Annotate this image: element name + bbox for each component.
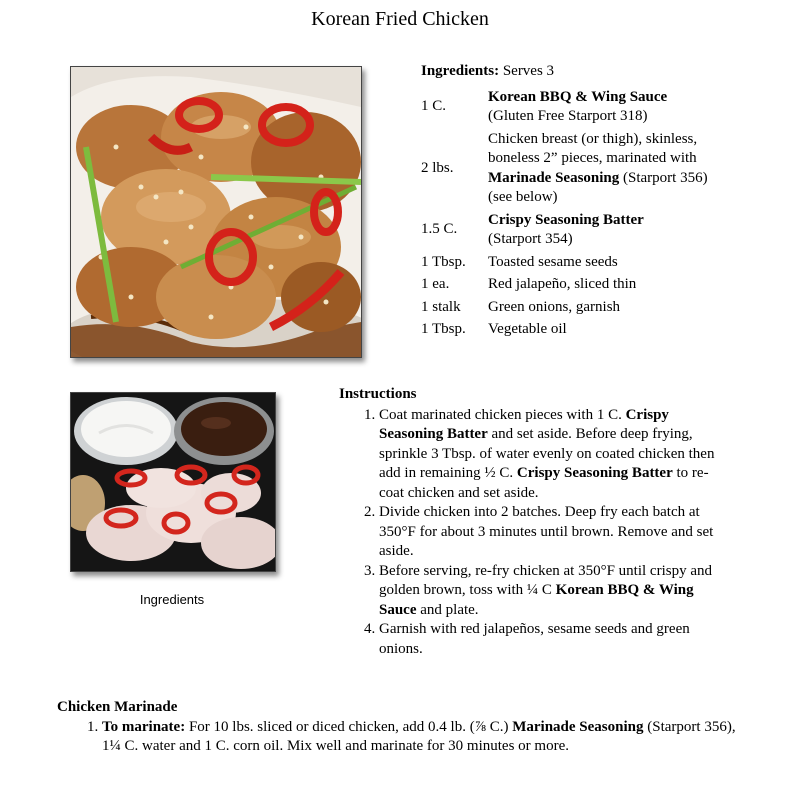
- ingredient-qty: 2 lbs.: [421, 159, 454, 176]
- ingredient-qty: 1 Tbsp.: [421, 253, 466, 270]
- fried-chicken-photo: [70, 66, 362, 358]
- ingredient-desc: Korean BBQ & Wing Sauce (Gluten Free Starport 318): [488, 88, 668, 124]
- instruction-step: 3. Before serving, re-fry chicken at 350°F until crispy and golden brown, toss with ¼ C Korean BBQ & Wing Sauce and plate.: [379, 562, 719, 621]
- ingredient-desc: Chicken breast (or thigh), skinless, boneless 2” pieces, marinated with Marinade Seasoning (Starport 356) (see below): [488, 130, 708, 205]
- ingredient-qty: 1 Tbsp.: [421, 321, 466, 337]
- ingredient-row: [421, 253, 718, 276]
- instruction-step: 2. Divide chicken into 2 batches. Deep fry each batch at 350°F for about 3 minutes until brown. Remove and set aside.: [379, 503, 719, 562]
- ingredients-photo: [70, 392, 276, 572]
- ingredient-qty: 1 stalk: [421, 298, 461, 315]
- ingredients-section: [421, 62, 791, 343]
- ingredients-table: [421, 88, 718, 343]
- ingredient-row: [421, 275, 718, 298]
- marinade-step: 1. To marinate: For 10 lbs. sliced or diced chicken, add 0.4 lb. (⅞ C.) Marinade Seasoning (Starport 356), 1¼ C. water and 1 C. corn oil. Mix well and marinate for 30 minutes or more.: [102, 718, 747, 757]
- instructions-section: [339, 385, 719, 659]
- ingredient-desc: Vegetable oil: [488, 321, 567, 337]
- ingredient-desc: Green onions, garnish: [488, 298, 621, 315]
- instruction-step: 4. Garnish with red jalapeños, sesame seeds and green onions.: [379, 620, 719, 659]
- ingredient-qty: 1 ea.: [421, 276, 450, 292]
- marinade-section: [57, 698, 747, 757]
- instruction-step: 1. Coat marinated chicken pieces with 1 C. Crispy Seasoning Batter and set aside. Before deep frying, sprinkle 3 Tbsp. of water evenly on coated chicken then add in remaining ½ C. Crispy Seasoning Batter to re-coat chicken and set aside.: [379, 406, 719, 504]
- ingredient-row: [421, 211, 718, 253]
- ingredient-row: [421, 320, 718, 343]
- instructions-list: [339, 406, 719, 660]
- photo-caption: Ingredients: [139, 592, 205, 607]
- ingredient-desc: Toasted sesame seeds: [488, 253, 618, 270]
- instructions-heading: Instructions: [339, 386, 417, 402]
- marinade-heading: Chicken Marinade: [57, 699, 178, 715]
- ingredient-qty: 1.5 C.: [421, 221, 458, 238]
- marinade-list: [57, 718, 747, 757]
- page-title: Korean Fried Chicken: [311, 8, 489, 30]
- ingredient-row: [421, 88, 718, 130]
- ingredient-desc: Crispy Seasoning Batter (Starport 354): [488, 211, 644, 247]
- ingredient-desc: Red jalapeño, sliced thin: [488, 276, 637, 292]
- ingredients-heading: Ingredients: Serves 3: [421, 63, 555, 79]
- ingredient-qty: 1 C.: [421, 98, 447, 115]
- ingredient-row: [421, 298, 718, 321]
- ingredient-row: [421, 130, 718, 211]
